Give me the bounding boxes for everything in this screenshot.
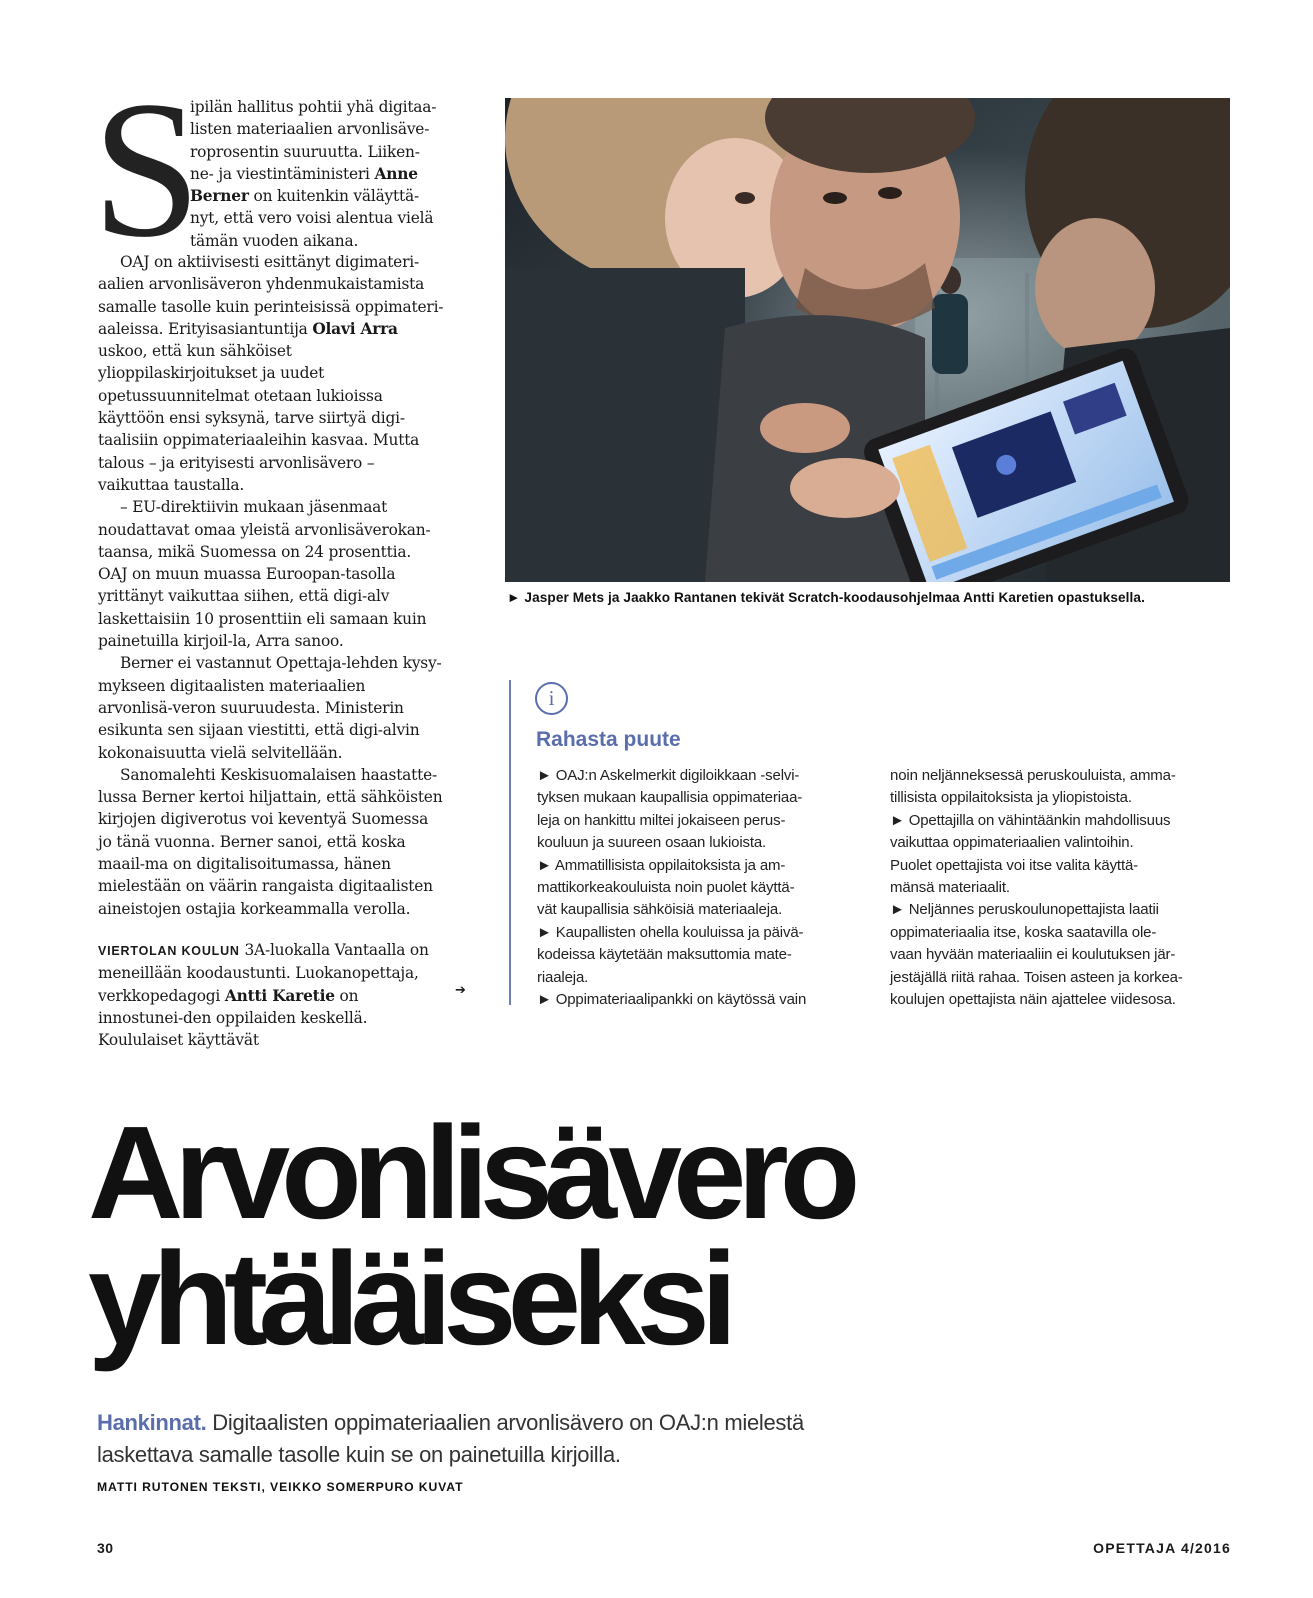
- headline-line-2: yhtäläiseksi: [88, 1225, 729, 1372]
- headline-line-1: Arvonlisävero: [88, 1099, 852, 1246]
- magazine-issue: OPETTAJA 4/2016: [1093, 1540, 1231, 1556]
- paragraph-text: uskoo, että kun sähköiset ylioppilaskirjoitukset ja uudet opetussuunnitelmat otetaan lukioissa käyttöön ensi syksynä, tarve siirtyä digi-taalisiin oppimateriaaleihin kasvaa. Mutta talous – ja erityisesti arvonlisävero – vaikuttaa taustalla.: [98, 342, 420, 494]
- deck-lead: Hankinnat.: [97, 1410, 207, 1435]
- intro-line: nyt, että vero voisi alentua vielä: [190, 209, 434, 228]
- infobox-line: vaikuttaa oppimateriaalien valintoihin.: [890, 834, 1134, 852]
- article-photo: [505, 98, 1230, 582]
- intro-line-text: on kuitenkin väläyttä-: [248, 187, 420, 206]
- paragraph-text: OAJ on aktiivisesti esittänyt digimateri-aalien arvonlisäveron yhdenmukaistamista samalle tasolle kuin perinteisissä oppimateri-aaleissa. Erityisasiantuntija: [98, 253, 444, 338]
- infobox-line: mattikorkeakouluista noin puolet käyttä-: [537, 879, 795, 897]
- infobox-line: vaan hyvään materiaaliin ei koulutuksen jär-: [890, 946, 1176, 964]
- photo-illustration: [505, 98, 1230, 582]
- infobox-line: oppimateriaalia itse, koska saatavilla ole-: [890, 923, 1157, 941]
- intro-line-text: ne- ja viestintäministeri: [190, 164, 375, 183]
- infobox-title: Rahasta puute: [536, 728, 681, 751]
- infobox-column-2: [890, 765, 1235, 1011]
- infobox-line: ► Oppimateriaalipankki on käytössä vain: [537, 991, 807, 1009]
- deck-text: Digitaalisten oppimateriaalien arvonlisävero on OAJ:n mielestä laskettava samalle tasolle kuin se on painetuilla kirjoilla.: [97, 1410, 804, 1467]
- infobox-line: mänsä materiaalit.: [890, 879, 1010, 897]
- paragraph: [98, 251, 444, 496]
- article-intro: [92, 61, 444, 278]
- infobox-line: vät kaupallisia sähköisiä materiaaleja.: [537, 901, 783, 919]
- photo-caption: ► Jasper Mets ja Jaakko Rantanen tekivät Scratch-koodausohjelmaa Antti Karetien opastuksella.: [507, 590, 1145, 605]
- infobox-line: koulujen opettajista näin ajattelee viidesosa.: [890, 991, 1176, 1009]
- paragraph: Berner ei vastannut Opettaja-lehden kysy-mykseen digitaalisten materiaalien arvonlisä-veron suuruudesta. Ministerin esikunta sen sijaan viestitti, että digi-alvin kokonaisuutta vielä selvitellään.: [98, 654, 442, 762]
- infobox-line: jestäjällä riitä rahaa. Toisen asteen ja korkea-: [890, 968, 1183, 986]
- section-kicker: VIERTOLAN KOULUN: [98, 943, 240, 958]
- intro-line: roprosentin suuruutta. Liiken-: [190, 142, 420, 161]
- info-icon: i: [535, 682, 568, 715]
- infobox-line: ► Neljännes peruskoulunopettajista laatii: [890, 901, 1159, 919]
- person-name: Antti Karetie: [224, 986, 335, 1005]
- intro-line: listen materiaalien arvonlisäve-: [190, 120, 430, 139]
- intro-line: tämän vuoden aikana.: [190, 231, 359, 250]
- infobox-line: riaaleja.: [537, 968, 589, 986]
- intro-lines: [190, 96, 444, 252]
- paragraph-text: on innostunei-den oppilaiden keskellä. Koululaiset käyttävät: [98, 986, 368, 1050]
- paragraph: [98, 939, 444, 1051]
- continue-arrow-icon: ➔: [455, 983, 466, 998]
- page-number: 30: [97, 1540, 114, 1556]
- infobox-line: ► OAJ:n Askelmerkit digiloikkaan -selvi-: [537, 767, 800, 784]
- infobox-line: tyksen mukaan kaupallisia oppimateriaa-: [537, 789, 803, 807]
- infobox-line: tillisista oppilaitoksista ja yliopistoista.: [890, 789, 1132, 807]
- infobox-rule: [509, 680, 511, 1005]
- intro-line: [190, 185, 444, 207]
- infobox-line: leja on hankittu miltei jokaiseen perus-: [537, 811, 786, 829]
- paragraph: Sanomalehti Keskisuomalaisen haastatte-lussa Berner kertoi hiljattain, että sähköisten kirjojen digiverotus voi keventyä Suomessa jo tänä vuonna. Berner sanoi, että koska maail-ma on digitalisoitumassa, hänen mielestään on väärin rangaista digitaalisten aineistojen ostajia korkeammalla verolla.: [98, 765, 443, 918]
- infobox-line: kouluun ja suureen osaan lukioista.: [537, 834, 767, 852]
- infobox-line: noin neljänneksessä peruskouluista, amma-: [890, 767, 1176, 784]
- infobox-line: Puolet opettajista voi itse valita käyttä-: [890, 856, 1138, 874]
- intro-line: [190, 163, 444, 185]
- infobox-line: ► Kaupallisten ohella kouluissa ja päivä-: [537, 923, 804, 941]
- drop-cap: S: [92, 61, 201, 278]
- paragraph-text: 3A-luokalla Vantaalla on meneillään koodaustunti. Luokanopettaja, verkkopedagogi: [98, 940, 429, 1005]
- person-name: Berner: [190, 187, 249, 206]
- infobox-column-1: [537, 765, 847, 1011]
- deck: [97, 1407, 857, 1471]
- person-name: Anne: [374, 164, 418, 183]
- paragraph: – EU-direktiivin mukaan jäsenmaat noudattavat omaa yleistä arvonlisäverokan-taansa, mikä Suomessa on 24 prosenttia. OAJ on muun muassa Euroopan-tasolla yrittänyt vaikuttaa siihen, että digi-alv laskettaisiin 10 prosenttiin eli samaan kuin painetuilla kirjoil-la, Arra sanoo.: [98, 498, 431, 651]
- infobox-line: kodeissa käytetään maksuttomia mate-: [537, 946, 792, 964]
- byline: MATTI RUTONEN TEKSTI, VEIKKO SOMERPURO KUVAT: [97, 1480, 464, 1494]
- person-name: Olavi Arra: [312, 319, 398, 338]
- intro-line: ipilän hallitus pohtii yhä digitaa-: [190, 98, 437, 116]
- article-body: [92, 61, 444, 1051]
- infobox-line: ► Opettajilla on vähintäänkin mahdollisuus: [890, 811, 1171, 829]
- infobox-line: ► Ammatillisista oppilaitoksista ja am-: [537, 856, 786, 874]
- headline: [88, 1099, 852, 1372]
